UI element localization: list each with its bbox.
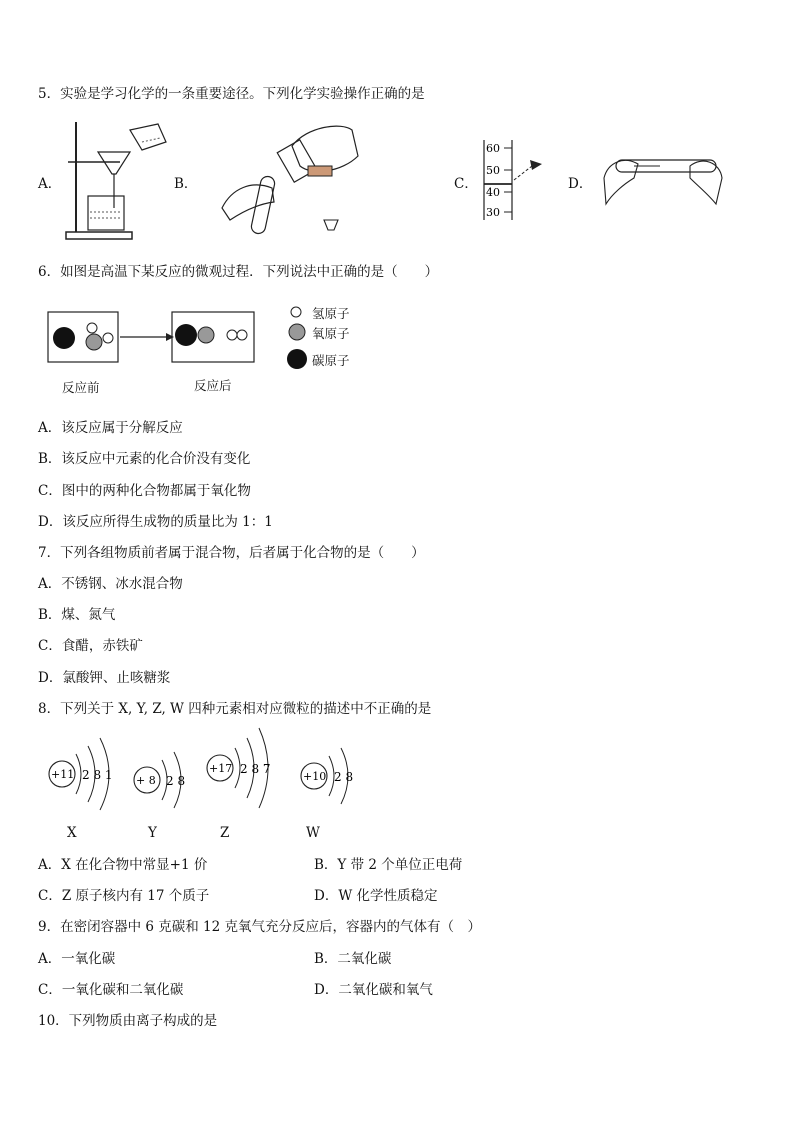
q6-option-c: C．图中的两种化合物都属于氧化物 [38, 483, 251, 499]
shells-w: 2 8 [334, 770, 354, 784]
q7-option-c: C．食醋，赤铁矿 [38, 638, 143, 654]
q8-option-c: C．Z 原子核内有 17 个质子 [38, 888, 210, 904]
particle-w-name: W [306, 825, 320, 841]
q5-stem: 5．实验是学习化学的一条重要途径。下列化学实验操作正确的是 [38, 86, 425, 102]
q8-option-d: D．W 化学性质稳定 [314, 888, 438, 904]
tick-60: 60 [486, 142, 500, 155]
after-label: 反应后 [194, 378, 232, 393]
q7-stem: 7．下列各组物质前者属于混合物，后者属于化合物的是（ ） [38, 545, 425, 561]
shells-x: 2 8 1 [82, 768, 113, 782]
shells-y: 2 8 [166, 774, 186, 788]
legend-oxygen: 氧原子 [312, 326, 350, 341]
nucleus-y: + 8 [136, 774, 156, 787]
filtration-apparatus-image [60, 116, 175, 244]
q7-option-d: D．氯酸钾、止咳糖浆 [38, 670, 171, 686]
shells-z: 2 8 7 [240, 762, 271, 776]
q6-option-b: B．该反应中元素的化合价没有变化 [38, 451, 251, 467]
legend-hydrogen: 氢原子 [312, 306, 350, 321]
nucleus-w: +10 [303, 770, 327, 783]
pouring-liquid-image [212, 116, 362, 244]
particle-x-name: X [67, 825, 77, 841]
atomic-structure-diagrams [44, 722, 374, 822]
q6-stem: 6．如图是高温下某反应的微观过程．下列说法中正确的是（ ） [38, 264, 439, 280]
q8-option-b: B．Y 带 2 个单位正电荷 [314, 857, 463, 873]
q10-stem: 10．下列物质由离子构成的是 [38, 1013, 218, 1029]
q5-label-c: C． [454, 176, 478, 192]
q6-option-a: A．该反应属于分解反应 [38, 420, 183, 436]
q7-option-b: B．煤、氮气 [38, 607, 116, 623]
q9-option-a: A．一氧化碳 [38, 951, 116, 967]
q8-option-a: A．X 在化合物中常显+1 价 [38, 857, 208, 873]
q9-option-c: C．一氧化碳和二氧化碳 [38, 982, 184, 998]
q6-option-d: D．该反应所得生成物的质量比为 1：1 [38, 514, 273, 530]
q8-stem: 8．下列关于 X, Y, Z, W 四种元素相对应微粒的描述中不正确的是 [38, 701, 432, 717]
tick-50: 50 [486, 164, 500, 177]
nucleus-x: +11 [51, 768, 75, 781]
nucleus-z: +17 [209, 762, 233, 775]
legend-carbon: 碳原子 [312, 353, 350, 368]
tick-30: 30 [486, 206, 500, 219]
graduated-cylinder-image [476, 136, 556, 226]
tick-40: 40 [486, 186, 500, 199]
q7-option-a: A．不锈钢、冰水混合物 [38, 576, 183, 592]
q5-label-b: B． [174, 176, 198, 192]
before-label: 反应前 [62, 380, 100, 395]
q9-stem: 9．在密闭容器中 6 克碳和 12 克氧气充分反应后，容器内的气体有（ ） [38, 919, 482, 935]
test-tube-shaking-image [598, 148, 728, 212]
q9-option-b: B．二氧化碳 [314, 951, 392, 967]
q9-option-d: D．二氧化碳和氧气 [314, 982, 433, 998]
q5-label-a: A． [38, 176, 62, 192]
q5-label-d: D． [568, 176, 593, 192]
particle-z-name: Z [220, 825, 230, 841]
particle-y-name: Y [148, 825, 157, 841]
